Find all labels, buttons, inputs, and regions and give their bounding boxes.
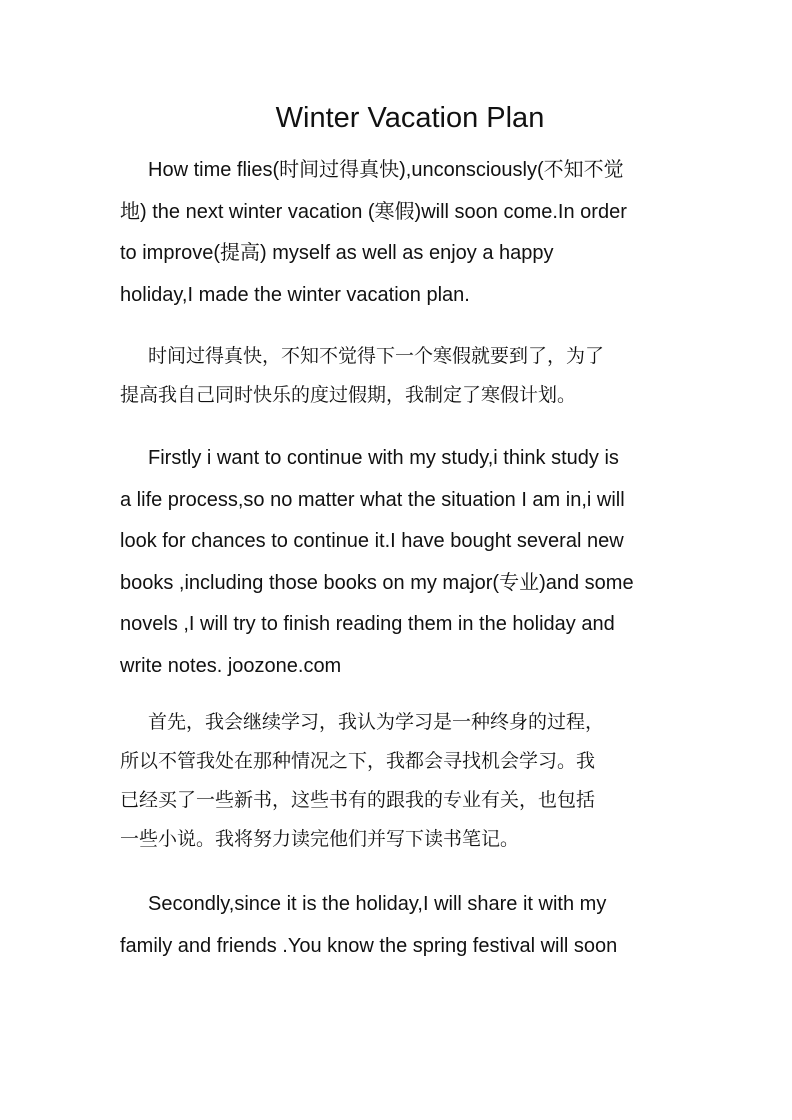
text-line: write notes. joozone.com [120, 654, 342, 677]
text-line: 提高我自己同时快乐的度过假期，我制定了寒假计划。 [120, 384, 577, 406]
paragraph-secondly-en [120, 884, 680, 967]
text-line: Secondly,since it is the holiday,I will share it with my [148, 893, 607, 915]
document-title: Winter Vacation Plan [275, 102, 545, 134]
document-body [120, 150, 680, 967]
text-line: 首先，我会继续学习，我认为学习是一种终身的过程， [148, 711, 605, 733]
paragraph-intro-en [120, 150, 680, 316]
text-line: 已经买了一些新书，这些书有的跟我的专业有关，也包括 [120, 789, 596, 811]
text-line: family and friends .You know the spring festival will soon [120, 934, 618, 957]
text-line: books ,including those books on my major(专业)and some [120, 571, 634, 594]
text-line: 一些小说。我将努力读完他们并写下读书笔记。 [120, 828, 520, 850]
text-line: 地) the next winter vacation (寒假)will soon come.In order [120, 200, 627, 223]
paragraph-firstly-zh [120, 703, 680, 859]
text-line: a life process,so no matter what the situation I am in,i will [120, 488, 625, 511]
text-line: novels ,I will try to finish reading them in the holiday and [120, 613, 615, 635]
text-line: Firstly i want to continue with my study,i think study is [148, 447, 619, 469]
paragraph-firstly-en [120, 438, 680, 687]
text-line: How time flies(时间过得真快),unconsciously(不知不觉 [148, 159, 624, 181]
text-line: holiday,I made the winter vacation plan. [120, 283, 470, 306]
text-line: 时间过得真快，不知不觉得下一个寒假就要到了，为了 [148, 345, 605, 367]
text-line: look for chances to continue it.I have bought several new [120, 530, 624, 552]
text-line: to improve(提高) myself as well as enjoy a happy [120, 242, 554, 264]
text-line: 所以不管我处在那种情况之下，我都会寻找机会学习。我 [120, 750, 596, 772]
paragraph-intro-zh [120, 337, 680, 415]
